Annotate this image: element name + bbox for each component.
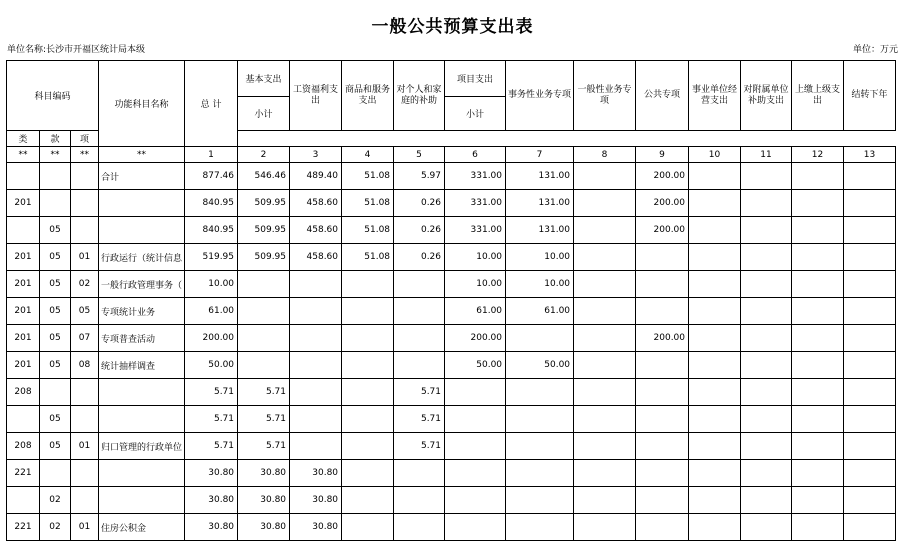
amount-cell xyxy=(844,163,896,190)
subject-name-cell xyxy=(99,190,185,217)
amount-cell: 61.00 xyxy=(185,298,238,325)
amount-cell xyxy=(574,433,636,460)
header-basic-subtotal: 小计 xyxy=(238,97,290,131)
amount-cell: 10.00 xyxy=(445,244,506,271)
amount-cell xyxy=(844,433,896,460)
amount-cell xyxy=(636,379,689,406)
amount-cell xyxy=(792,271,844,298)
amount-cell xyxy=(636,298,689,325)
amount-cell xyxy=(741,190,792,217)
amount-cell: 51.08 xyxy=(342,190,394,217)
amount-cell xyxy=(394,325,445,352)
amount-cell xyxy=(574,406,636,433)
amount-cell xyxy=(741,379,792,406)
amount-cell: 10.00 xyxy=(506,271,574,298)
table-row xyxy=(7,163,896,190)
xiang-cell xyxy=(71,217,99,244)
amount-cell xyxy=(290,379,342,406)
amount-cell xyxy=(844,514,896,541)
xiang-cell: 02 xyxy=(71,271,99,298)
amount-cell xyxy=(506,325,574,352)
amount-cell xyxy=(792,217,844,244)
amount-cell xyxy=(741,217,792,244)
table-row xyxy=(7,514,896,541)
amount-cell: 50.00 xyxy=(506,352,574,379)
lei-cell xyxy=(7,406,40,433)
table-row xyxy=(7,190,896,217)
column-number-cell: 6 xyxy=(445,147,506,163)
amount-cell xyxy=(506,379,574,406)
amount-cell xyxy=(290,352,342,379)
amount-cell xyxy=(394,514,445,541)
amount-cell: 458.60 xyxy=(290,217,342,244)
amount-cell: 50.00 xyxy=(185,352,238,379)
amount-cell xyxy=(342,379,394,406)
amount-cell xyxy=(636,352,689,379)
amount-cell xyxy=(506,487,574,514)
amount-cell xyxy=(792,406,844,433)
amount-cell xyxy=(342,433,394,460)
amount-cell: 200.00 xyxy=(636,217,689,244)
header-carry-forward: 结转下年 xyxy=(844,61,896,131)
currency-unit-label: 单位：万元 xyxy=(852,45,898,55)
xiang-cell xyxy=(71,487,99,514)
amount-cell: 51.08 xyxy=(342,244,394,271)
subject-name-cell xyxy=(99,217,185,244)
column-number-row xyxy=(7,147,896,163)
subject-name-cell xyxy=(99,460,185,487)
amount-cell xyxy=(636,244,689,271)
header-total: 总 计 xyxy=(185,61,238,147)
amount-cell xyxy=(342,460,394,487)
amount-cell xyxy=(574,163,636,190)
subject-name-cell xyxy=(99,487,185,514)
table-row xyxy=(7,433,896,460)
amount-cell xyxy=(342,271,394,298)
header-project-subtotal: 小计 xyxy=(445,97,506,131)
xiang-cell: 05 xyxy=(71,298,99,325)
header-upper-remittance: 上缴上级支出 xyxy=(792,61,844,131)
amount-cell xyxy=(506,460,574,487)
column-number-cell: 8 xyxy=(574,147,636,163)
kuan-cell xyxy=(40,460,71,487)
xiang-cell xyxy=(71,406,99,433)
amount-cell xyxy=(741,406,792,433)
lei-cell: 201 xyxy=(7,244,40,271)
amount-cell xyxy=(636,487,689,514)
amount-cell xyxy=(689,190,741,217)
amount-cell xyxy=(394,298,445,325)
amount-cell xyxy=(792,163,844,190)
amount-cell xyxy=(741,163,792,190)
kuan-cell: 05 xyxy=(40,298,71,325)
amount-cell xyxy=(290,406,342,433)
amount-cell xyxy=(844,217,896,244)
kuan-cell: 02 xyxy=(40,487,71,514)
amount-cell xyxy=(290,298,342,325)
amount-cell: 5.71 xyxy=(394,406,445,433)
table-row xyxy=(7,244,896,271)
amount-cell xyxy=(689,433,741,460)
subject-name-cell: 专项统计业务 xyxy=(99,298,185,325)
lei-cell: 201 xyxy=(7,325,40,352)
star-cell: ** xyxy=(71,147,99,163)
amount-cell xyxy=(506,514,574,541)
table-row xyxy=(7,460,896,487)
kuan-cell: 05 xyxy=(40,352,71,379)
amount-cell xyxy=(689,514,741,541)
amount-cell xyxy=(844,352,896,379)
page-title: 一般公共预算支出表 xyxy=(371,17,534,37)
amount-cell xyxy=(844,271,896,298)
xiang-cell xyxy=(71,190,99,217)
amount-cell: 458.60 xyxy=(290,190,342,217)
header-function-name: 功能科目名称 xyxy=(99,61,185,147)
amount-cell xyxy=(574,217,636,244)
column-number-cell: 10 xyxy=(689,147,741,163)
amount-cell xyxy=(342,298,394,325)
xiang-cell: 01 xyxy=(71,244,99,271)
amount-cell: 5.71 xyxy=(394,433,445,460)
amount-cell xyxy=(574,298,636,325)
amount-cell xyxy=(290,325,342,352)
amount-cell xyxy=(574,271,636,298)
table-row xyxy=(7,406,896,433)
lei-cell: 221 xyxy=(7,460,40,487)
amount-cell: 5.71 xyxy=(394,379,445,406)
amount-cell xyxy=(574,190,636,217)
header-project-expenditure: 项目支出 xyxy=(445,61,506,97)
amount-cell: 30.80 xyxy=(238,460,290,487)
column-number-cell: 4 xyxy=(342,147,394,163)
amount-cell xyxy=(689,271,741,298)
amount-cell xyxy=(636,406,689,433)
amount-cell: 61.00 xyxy=(506,298,574,325)
column-number-cell: 11 xyxy=(741,147,792,163)
amount-cell: 30.80 xyxy=(290,514,342,541)
subject-name-cell: 专项普查活动 xyxy=(99,325,185,352)
table-row xyxy=(7,325,896,352)
amount-cell xyxy=(741,460,792,487)
lei-cell: 208 xyxy=(7,379,40,406)
column-number-cell: 12 xyxy=(792,147,844,163)
amount-cell xyxy=(394,487,445,514)
amount-cell xyxy=(574,487,636,514)
table-row xyxy=(7,298,896,325)
lei-cell: 201 xyxy=(7,190,40,217)
amount-cell: 331.00 xyxy=(445,217,506,244)
amount-cell: 131.00 xyxy=(506,190,574,217)
amount-cell xyxy=(792,244,844,271)
amount-cell xyxy=(445,379,506,406)
amount-cell xyxy=(689,244,741,271)
lei-cell xyxy=(7,487,40,514)
amount-cell xyxy=(238,271,290,298)
lei-cell: 201 xyxy=(7,298,40,325)
subject-name-cell: 行政运行（统计信息 xyxy=(99,244,185,271)
amount-cell: 509.95 xyxy=(238,217,290,244)
amount-cell xyxy=(689,352,741,379)
column-number-cell: 5 xyxy=(394,147,445,163)
kuan-cell: 05 xyxy=(40,244,71,271)
amount-cell: 5.71 xyxy=(238,433,290,460)
kuan-cell: 05 xyxy=(40,271,71,298)
amount-cell: 10.00 xyxy=(506,244,574,271)
amount-cell xyxy=(689,298,741,325)
amount-cell: 331.00 xyxy=(445,163,506,190)
amount-cell: 131.00 xyxy=(506,217,574,244)
header-business-special: 事务性业务专项 xyxy=(506,61,574,131)
table-row xyxy=(7,379,896,406)
amount-cell: 30.80 xyxy=(238,487,290,514)
amount-cell: 131.00 xyxy=(506,163,574,190)
amount-cell: 840.95 xyxy=(185,190,238,217)
amount-cell xyxy=(844,325,896,352)
amount-cell: 5.71 xyxy=(185,379,238,406)
amount-cell xyxy=(445,460,506,487)
kuan-cell: 05 xyxy=(40,217,71,244)
amount-cell xyxy=(394,352,445,379)
amount-cell: 5.71 xyxy=(185,433,238,460)
table-row xyxy=(7,487,896,514)
amount-cell: 331.00 xyxy=(445,190,506,217)
amount-cell xyxy=(741,244,792,271)
header-public-special: 公共专项 xyxy=(636,61,689,131)
column-number-cell: 3 xyxy=(290,147,342,163)
amount-cell: 200.00 xyxy=(185,325,238,352)
amount-cell: 0.26 xyxy=(394,217,445,244)
amount-cell xyxy=(689,163,741,190)
amount-cell xyxy=(636,460,689,487)
amount-cell xyxy=(741,352,792,379)
amount-cell xyxy=(792,325,844,352)
star-cell: ** xyxy=(40,147,71,163)
xiang-cell xyxy=(71,163,99,190)
amount-cell xyxy=(394,460,445,487)
amount-cell xyxy=(844,379,896,406)
amount-cell: 30.80 xyxy=(290,460,342,487)
amount-cell: 30.80 xyxy=(290,487,342,514)
amount-cell: 877.46 xyxy=(185,163,238,190)
header-goods-services: 商品和服务支出 xyxy=(342,61,394,131)
amount-cell: 10.00 xyxy=(445,271,506,298)
amount-cell xyxy=(741,298,792,325)
amount-cell xyxy=(792,460,844,487)
xiang-cell: 08 xyxy=(71,352,99,379)
lei-cell: 221 xyxy=(7,514,40,541)
amount-cell: 30.80 xyxy=(185,487,238,514)
amount-cell xyxy=(792,298,844,325)
column-number-cell: 9 xyxy=(636,147,689,163)
amount-cell xyxy=(445,514,506,541)
amount-cell xyxy=(741,487,792,514)
amount-cell: 51.08 xyxy=(342,163,394,190)
amount-cell xyxy=(844,190,896,217)
amount-cell: 519.95 xyxy=(185,244,238,271)
amount-cell: 458.60 xyxy=(290,244,342,271)
kuan-cell: 05 xyxy=(40,325,71,352)
amount-cell: 546.46 xyxy=(238,163,290,190)
lei-cell: 201 xyxy=(7,271,40,298)
header-lei: 类 xyxy=(7,131,40,147)
amount-cell: 200.00 xyxy=(636,190,689,217)
lei-cell xyxy=(7,163,40,190)
amount-cell xyxy=(574,244,636,271)
amount-cell xyxy=(636,433,689,460)
amount-cell xyxy=(342,325,394,352)
xiang-cell: 01 xyxy=(71,514,99,541)
amount-cell: 509.95 xyxy=(238,190,290,217)
amount-cell xyxy=(342,406,394,433)
column-number-cell: 7 xyxy=(506,147,574,163)
subject-name-cell: 合计 xyxy=(99,163,185,190)
lei-cell: 208 xyxy=(7,433,40,460)
amount-cell xyxy=(506,406,574,433)
unit-name-label: 单位名称:长沙市开福区统计局本级 xyxy=(7,45,146,55)
kuan-cell: 05 xyxy=(40,406,71,433)
amount-cell xyxy=(342,514,394,541)
amount-cell xyxy=(574,514,636,541)
amount-cell: 61.00 xyxy=(445,298,506,325)
subject-name-cell: 归口管理的行政单位 xyxy=(99,433,185,460)
lei-cell xyxy=(7,217,40,244)
kuan-cell xyxy=(40,379,71,406)
amount-cell xyxy=(792,352,844,379)
amount-cell: 10.00 xyxy=(185,271,238,298)
kuan-cell: 02 xyxy=(40,514,71,541)
table-row xyxy=(7,271,896,298)
amount-cell xyxy=(342,487,394,514)
amount-cell xyxy=(342,352,394,379)
amount-cell xyxy=(574,325,636,352)
amount-cell xyxy=(574,379,636,406)
table-row xyxy=(7,217,896,244)
xiang-cell: 01 xyxy=(71,433,99,460)
xiang-cell xyxy=(71,379,99,406)
amount-cell xyxy=(844,298,896,325)
header-basic-expenditure: 基本支出 xyxy=(238,61,290,97)
amount-cell xyxy=(689,325,741,352)
amount-cell xyxy=(741,514,792,541)
amount-cell: 30.80 xyxy=(238,514,290,541)
amount-cell xyxy=(506,433,574,460)
amount-cell xyxy=(844,244,896,271)
subject-name-cell xyxy=(99,406,185,433)
header-xiang: 项 xyxy=(71,131,99,147)
amount-cell xyxy=(844,487,896,514)
amount-cell: 5.97 xyxy=(394,163,445,190)
amount-cell xyxy=(689,460,741,487)
amount-cell xyxy=(689,487,741,514)
column-number-cell: 2 xyxy=(238,147,290,163)
header-kuan: 款 xyxy=(40,131,71,147)
header-personal-subsidy: 对个人和家庭的补助 xyxy=(394,61,445,131)
amount-cell xyxy=(574,460,636,487)
amount-cell xyxy=(741,433,792,460)
amount-cell: 489.40 xyxy=(290,163,342,190)
amount-cell: 509.95 xyxy=(238,244,290,271)
amount-cell xyxy=(741,271,792,298)
amount-cell: 0.26 xyxy=(394,190,445,217)
amount-cell xyxy=(792,433,844,460)
kuan-cell: 05 xyxy=(40,433,71,460)
amount-cell xyxy=(844,406,896,433)
subject-name-cell: 住房公积金 xyxy=(99,514,185,541)
amount-cell: 200.00 xyxy=(636,325,689,352)
amount-cell xyxy=(574,352,636,379)
amount-cell: 50.00 xyxy=(445,352,506,379)
amount-cell: 5.71 xyxy=(185,406,238,433)
amount-cell: 200.00 xyxy=(445,325,506,352)
amount-cell xyxy=(741,325,792,352)
amount-cell xyxy=(689,379,741,406)
subject-name-cell xyxy=(99,379,185,406)
header-subject-code: 科目编码 xyxy=(7,61,99,131)
amount-cell xyxy=(844,460,896,487)
amount-cell xyxy=(636,271,689,298)
amount-cell: 5.71 xyxy=(238,406,290,433)
amount-cell xyxy=(445,433,506,460)
amount-cell: 30.80 xyxy=(185,514,238,541)
amount-cell xyxy=(290,271,342,298)
kuan-cell xyxy=(40,190,71,217)
header-affiliated-subsidy: 对附属单位补助支出 xyxy=(741,61,792,131)
table-row xyxy=(7,352,896,379)
subject-name-cell: 统计抽样调查 xyxy=(99,352,185,379)
amount-cell xyxy=(792,514,844,541)
amount-cell xyxy=(792,190,844,217)
header-unit-operating: 事业单位经营支出 xyxy=(689,61,741,131)
amount-cell xyxy=(290,433,342,460)
xiang-cell xyxy=(71,460,99,487)
star-cell: ** xyxy=(7,147,40,163)
header-general-special: 一般性业务专项 xyxy=(574,61,636,131)
amount-cell xyxy=(445,406,506,433)
kuan-cell xyxy=(40,163,71,190)
amount-cell: 51.08 xyxy=(342,217,394,244)
amount-cell xyxy=(238,325,290,352)
amount-cell xyxy=(689,217,741,244)
amount-cell: 840.95 xyxy=(185,217,238,244)
amount-cell: 0.26 xyxy=(394,244,445,271)
amount-cell xyxy=(689,406,741,433)
column-number-cell: 1 xyxy=(185,147,238,163)
header-salary-welfare: 工资福利支出 xyxy=(290,61,342,131)
amount-cell xyxy=(792,487,844,514)
amount-cell xyxy=(394,271,445,298)
amount-cell xyxy=(238,352,290,379)
budget-expenditure-table xyxy=(6,60,896,541)
subject-name-cell: 一般行政管理事务（ xyxy=(99,271,185,298)
amount-cell xyxy=(445,487,506,514)
amount-cell xyxy=(238,298,290,325)
column-number-cell: 13 xyxy=(844,147,896,163)
lei-cell: 201 xyxy=(7,352,40,379)
amount-cell: 200.00 xyxy=(636,163,689,190)
star-cell: ** xyxy=(99,147,185,163)
amount-cell: 30.80 xyxy=(185,460,238,487)
amount-cell xyxy=(792,379,844,406)
xiang-cell: 07 xyxy=(71,325,99,352)
amount-cell: 5.71 xyxy=(238,379,290,406)
amount-cell xyxy=(636,514,689,541)
